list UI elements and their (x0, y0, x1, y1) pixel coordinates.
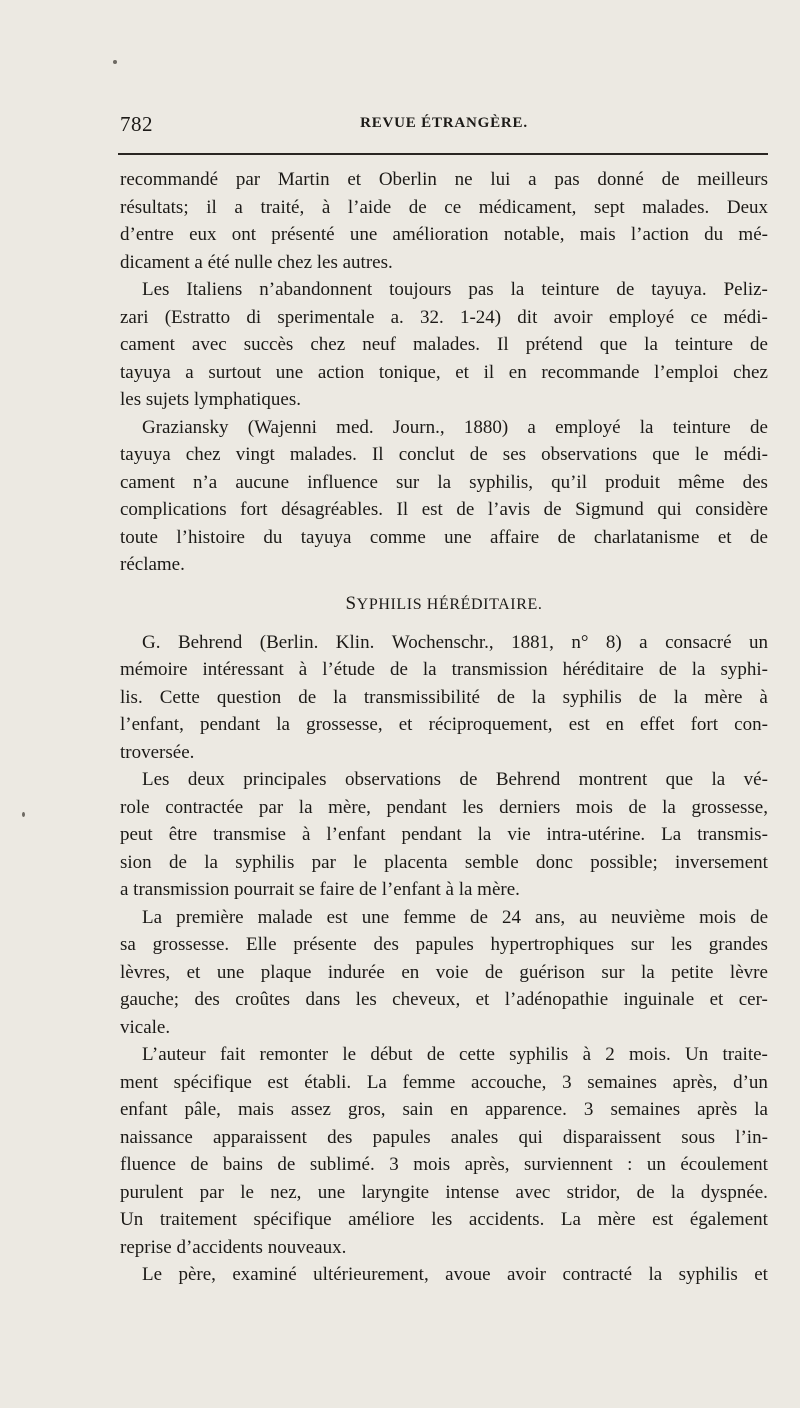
text-line: Le père, examiné ultérieurement, avoue avoir contracté la syphilis et (142, 1264, 768, 1285)
text-line: recommandé par Martin et Oberlin ne lui a pas donné de meilleurs (120, 169, 768, 190)
text-line: gauche; des croûtes dans les cheveux, et l’adénopathie inguinale et cer- (120, 989, 768, 1010)
text-line: les sujets lymphatiques. (120, 389, 302, 410)
paragraphs-after-heading (120, 629, 768, 1289)
text-line: ment spécifique est établi. La femme accouche, 3 semaines après, d’un (120, 1071, 768, 1093)
text-line: cament avec succès chez neuf malades. Il prétend que la teinture de (120, 334, 768, 355)
text-line: troversée. (120, 741, 195, 763)
text-line: purulent par le nez, une laryngite intense avec stridor, de la dyspnée. (120, 1181, 768, 1203)
text-line: vicale. (120, 1016, 171, 1038)
body-text (120, 166, 768, 1289)
running-head: REVUE ÉTRANGÈRE. (360, 115, 528, 131)
text-line: mémoire intéressant à l’étude de la transmission héréditaire de la syphi- (120, 659, 768, 680)
text-line: réclame. (120, 554, 185, 575)
text-line: peut être transmise à l’enfant pendant la vie intra-utérine. La transmis- (120, 824, 768, 845)
text-line: l’enfant, pendant la grossesse, et réciproquement, est en effet fort con- (120, 714, 768, 735)
text-line: role contractée par la mère, pendant les derniers mois de la grossesse, (120, 796, 768, 818)
text-line: sion de la syphilis par le placenta semble donc possible; inversement (120, 851, 768, 873)
text-line: cament n’a aucune influence sur la syphilis, qu’il produit même des (120, 471, 768, 493)
header-rule (118, 153, 768, 155)
text-line: Les Italiens n’abandonnent toujours pas la teinture de tayuya. Peliz- (142, 279, 768, 300)
ink-speck (113, 60, 117, 64)
text-line: Les deux principales observations de Behrend montrent que la vé- (142, 769, 768, 790)
text-line: sa grossesse. Elle présente des papules hypertrophiques sur les grandes (120, 934, 768, 955)
section-heading-initial: S (345, 592, 357, 614)
text-line: Un traitement spécifique améliore les accidents. La mère est également (120, 1209, 768, 1230)
text-line: Graziansky (Wajenni med. Journ., 1880) a employé la teinture de (142, 416, 768, 438)
text-line: dicament a été nulle chez les autres. (120, 251, 393, 273)
text-line: tayuya chez vingt malades. Il conclut de ses observations que le médi- (120, 444, 768, 465)
text-line: lis. Cette question de la transmissibilité de la syphilis de la mère à (120, 686, 768, 708)
text-line: La première malade est une femme de 24 ans, au neuvième mois de (142, 906, 768, 928)
text-line: fluence de bains de sublimé. 3 mois après, surviennent : un écoulement (120, 1154, 768, 1175)
text-line: L’auteur fait remonter le début de cette syphilis à 2 mois. Un traite- (142, 1044, 768, 1065)
paragraphs-before-heading (120, 166, 768, 579)
section-heading (120, 579, 768, 629)
text-line: zari (Estratto di sperimentale a. 32. 1-24) dit avoir employé ce médi- (120, 306, 768, 328)
page-header (120, 112, 768, 142)
text-line: complications fort désagréables. Il est de l’avis de Sigmund qui considère (120, 499, 768, 520)
text-line: naissance apparaissent des papules anales qui disparaissent sous l’in- (120, 1126, 768, 1148)
text-line: toute l’histoire du tayuya comme une affaire de charlatanisme et de (120, 526, 768, 548)
text-line: résultats; il a traité, à l’aide de ce médicament, sept malades. Deux (120, 196, 768, 218)
text-line: a transmission pourrait se faire de l’enfant à la mère. (120, 879, 520, 900)
text-line: d’entre eux ont présenté une amélioration notable, mais l’action du mé- (120, 224, 768, 245)
text-line: reprise d’accidents nouveaux. (120, 1236, 347, 1258)
page-number: 782 (120, 112, 153, 136)
ink-speck (22, 812, 25, 817)
text-line: enfant pâle, mais assez gros, sain en apparence. 3 semaines après la (120, 1099, 768, 1120)
text-line: lèvres, et une plaque indurée en voie de guérison sur la petite lèvre (120, 961, 768, 983)
section-heading-rest: YPHILIS HÉRÉDITAIRE. (356, 595, 543, 613)
text-line: tayuya a surtout une action tonique, et il en recommande l’emploi chez (120, 361, 768, 383)
text-line: G. Behrend (Berlin. Klin. Wochenschr., 1881, n° 8) a consacré un (142, 631, 768, 653)
